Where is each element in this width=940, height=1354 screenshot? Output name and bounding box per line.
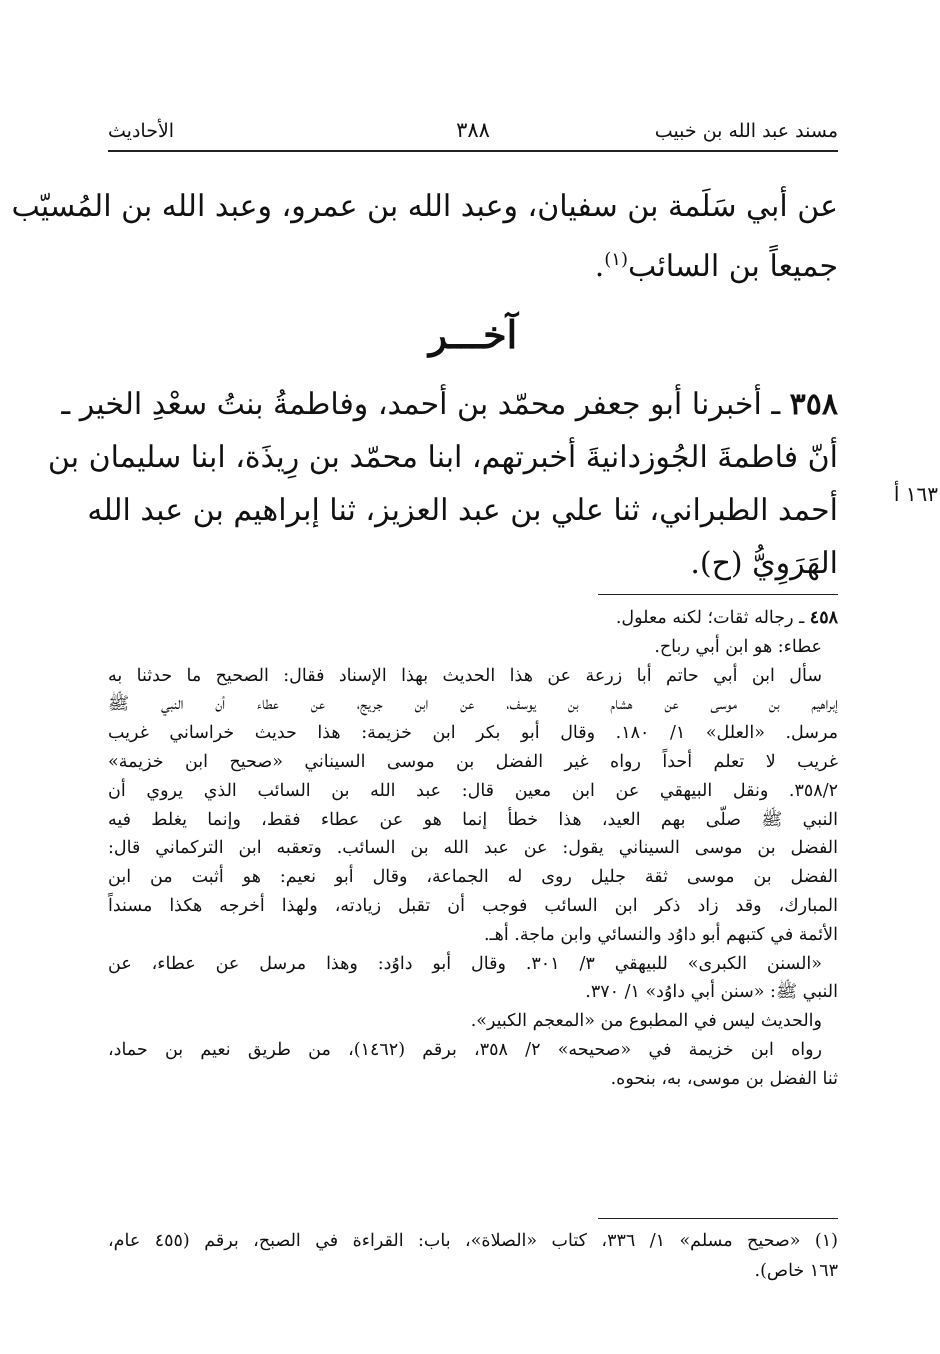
footnote-line: (١) «صحيح مسلم» ١/ ٣٣٦، كتاب «الصلاة»، باب: القراءة في الصبح، برقم (٤٥٥ عام،: [108, 1231, 838, 1251]
note-line: سأل ابن أبي حاتم أبا زرعة عن هذا الحديث بهذا الإسناد فقال: الصحيح ما حدثنا به: [108, 665, 822, 686]
book-title: مسند عبد الله بن خبيب: [654, 120, 838, 142]
note-line: رواه ابن خزيمة في «صحيحه» ٢/ ٣٥٨، برقم (١٤٦٢)، من طريق نعيم بن حماد،: [108, 1039, 823, 1060]
note-line: مرسل. «العلل» ١/ ١٨٠. وقال أبو بكر ابن خزيمة: هذا حديث خراساني غريب: [108, 723, 839, 744]
note-line: عطاء: هو ابن أبي رباح.: [654, 636, 822, 657]
text-line: أنّ فاطمةَ الجُوزدانيةَ أخبرتهم، ابنا محمّد بن رِيذَة، ابنا سليمان بن: [47, 440, 838, 475]
note-line: إبراهيم بن موسى عن هشام بن يوسف، عن ابن جريج، عن عطاء أن النبي ﷺ: [108, 694, 838, 715]
note-line: الأئمة في كتبهم أبو داوُد والنسائي وابن ماجة. أهـ.: [483, 924, 838, 945]
section-name: الأحاديث: [108, 120, 175, 142]
note-line: الفضل بن موسى ثقة جليل روى له الجماعة، وقال أبو نعيم: هو أثبت من ابن: [108, 867, 838, 888]
hadith-number: ٣٥٨: [789, 387, 838, 422]
text-segment: ـ أخبرنا أبو جعفر محمّد بن أحمد، وفاطمةُ بنتُ سعْدِ الخير ـ: [61, 387, 781, 422]
note-line: «السنن الكبرى» للبيهقي ٣/ ٣٠١. وقال أبو داوُد: وهذا مرسل عن عطاء، عن: [108, 953, 822, 974]
text-line: الهَرَوِيُّ (ح).: [690, 546, 838, 581]
note-line: النبي ﷺ: «سنن أبي داوُد» ١/ ٣٧٠.: [585, 982, 838, 1003]
text-line: أحمد الطبراني، ثنا علي بن عبد العزيز، ثنا إبراهيم بن عبد الله: [87, 493, 838, 528]
note-line: غريب لا تعلم أحداً رواه غير الفضل بن موسى السيناني «صحيح ابن خزيمة»: [108, 751, 838, 772]
note-line: ثنا الفضل بن موسى، به، بنحوه.: [610, 1068, 838, 1089]
text-segment: .: [594, 249, 605, 284]
text-segment: ـ رجاله ثقات؛ لكنه معلول.: [615, 608, 805, 628]
text-segment: جميعاً بن السائب: [628, 249, 838, 284]
text-line: [61, 378, 838, 431]
intro-paragraph: [11, 180, 838, 286]
notes-divider: [598, 594, 838, 595]
text-line: عن أبي سَلَمة بن سفيان، وعبد الله بن عمرو، وعبد الله بن المُسيّب: [11, 189, 838, 224]
note-number: ٤٥٨: [809, 608, 838, 628]
footnote: [108, 1226, 838, 1286]
footnote-divider: [598, 1218, 838, 1219]
page-number: ٣٨٨: [456, 118, 490, 142]
section-heading: آخـــر: [428, 312, 518, 357]
footnote-ref[interactable]: (١): [604, 249, 628, 270]
note-line: والحديث ليس في المطبوع من «المعجم الكبير».: [470, 1011, 822, 1032]
note-line: ٣٥٨/٢. ونقل البيهقي عن ابن معين قال: عبد الله بن السائب الذي يروي أن: [108, 780, 838, 801]
note-line: المبارك، وقد زاد ذكر ابن السائب فوجب أن تقبل زيادته، ولهذا أخرجه هكذا مسنداً: [108, 895, 838, 916]
hadith-paragraph: [47, 378, 838, 590]
note-line: النبي ﷺ صلّى بهم العيد، هذا خطأ إنما هو عن عطاء فقط، وإنما يغلط فيه: [108, 809, 838, 830]
commentary-notes: [108, 604, 838, 1094]
running-header: [108, 116, 838, 152]
manuscript-folio-note: ١٦٣ أ: [893, 482, 938, 506]
text-line: [108, 233, 838, 286]
footnote-line: ١٦٣ خاص).: [754, 1261, 838, 1281]
note-line: الفضل بن موسى السيناني يقول: عن عبد الله بن السائب. وتعقبه ابن التركماني قال:: [108, 838, 838, 859]
note-line: [108, 604, 838, 633]
